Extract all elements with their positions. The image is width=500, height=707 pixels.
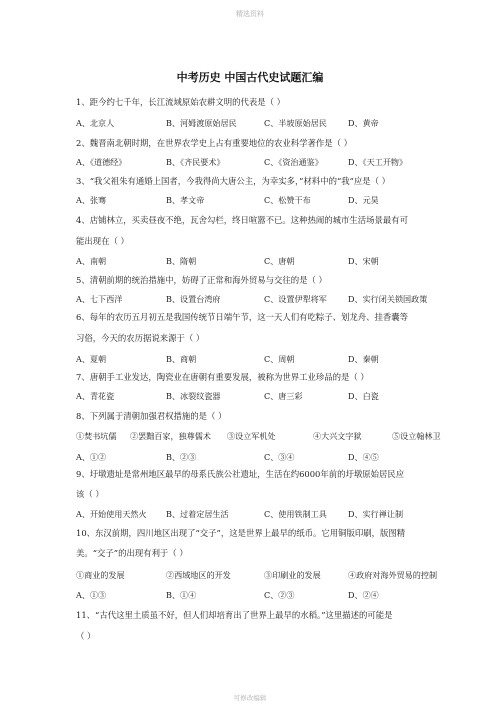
question-text-line: 9、圩墩遗址是常州地区最早的母系氏族公社遗址，生活在约6000年前的圩墩原始居民应 xyxy=(76,469,405,479)
question-text-line: 10、东汉前期，四川地区出现了“交子”，这是世界上最早的纸币。它用铜版印刷，版图精 xyxy=(76,528,406,538)
answer-option: B、《齐民要术》 xyxy=(166,157,225,167)
answer-option: A、开始使用天然火 xyxy=(76,509,147,519)
question-text-line: 6、每年的农历五月初五是我国传统节日端午节，这一天人们有吃粽子、划龙舟、挂香囊等 xyxy=(76,312,408,322)
answer-option: D、宋朝 xyxy=(348,256,379,266)
answer-option: C、《资治通鉴》 xyxy=(264,157,323,167)
answer-option: D、秦朝 xyxy=(348,354,379,364)
answer-option: D、实行禅让制 xyxy=(348,509,404,519)
answer-option: B、①④ xyxy=(166,590,197,600)
answer-option: B、②③ xyxy=(166,452,197,462)
answer-option: ⑤设立翰林卫 xyxy=(392,431,441,441)
question-text-line: 2、魏晋南北朝时期，在世界农学史上占有重要地位的农业科学著作是（ ） xyxy=(76,138,352,148)
question-text-line: 3、“我父祖朱有通婚上国者，今我得尚大唐公主，为幸实多，”材料中的“我”应是（ ） xyxy=(76,176,391,186)
answer-option: A、①③ xyxy=(76,590,107,600)
question-text-line: 11、“古代这里土质虽不好，但人们却培育出了世界上最早的水稻。”这里描述的可能是 xyxy=(76,610,393,620)
answer-option: B、冰裂纹瓷器 xyxy=(166,391,221,401)
answer-option: ①焚书坑儒 xyxy=(76,431,117,441)
question-text-line: 8、下列属于清朝加强君权措施的是（ ） xyxy=(76,411,227,421)
answer-option: ②西域地区的开发 xyxy=(166,570,231,580)
question-text-line: 4、店铺林立，买卖昼夜不绝，瓦舍勾栏，终日喧嚣不已。这种热闹的城市生活场景最有可 xyxy=(76,215,408,225)
answer-option: A、夏朝 xyxy=(76,354,107,364)
question-text-line: 1、距今约七千年，长江流域原始农耕文明的代表是（ ） xyxy=(76,97,285,107)
answer-option: ①商业的发展 xyxy=(76,570,125,580)
question-text-line: 习俗，今天的农历据说来源于（ ） xyxy=(76,333,205,343)
answer-option: B、设置台湾府 xyxy=(166,294,221,304)
answer-option: D、实行闭关锁国政策 xyxy=(348,294,428,304)
answer-option: B、孝文帝 xyxy=(166,195,205,205)
answer-option: D、白瓷 xyxy=(348,391,379,401)
answer-option: C、松赞干布 xyxy=(264,195,311,205)
answer-option: C、唐三彩 xyxy=(264,391,303,401)
answer-option: B、商朝 xyxy=(166,354,197,364)
answer-option: A、《道德经》 xyxy=(76,157,127,167)
answer-option: A、南朝 xyxy=(76,256,107,266)
answer-option: C、周朝 xyxy=(264,354,295,364)
answer-option: ③设立军机处 xyxy=(227,431,276,441)
answer-option: B、过着定居生活 xyxy=(166,509,229,519)
answer-option: ④政府对海外贸易的控制 xyxy=(348,570,438,580)
question-text-line: 该（ ） xyxy=(76,489,104,499)
question-text-line: 能出现在（ ） xyxy=(76,236,129,246)
answer-option: D、黄帝 xyxy=(348,118,379,128)
question-text-line: （ ） xyxy=(76,631,96,641)
answer-option: D、②④ xyxy=(348,590,379,600)
answer-option: C、唐朝 xyxy=(264,256,295,266)
page-header: 精选资料 xyxy=(236,10,264,18)
answer-option: D、④⑤ xyxy=(348,452,379,462)
answer-option: B、隋朝 xyxy=(166,256,197,266)
answer-option: A、北京人 xyxy=(76,118,115,128)
answer-option: A、青花瓷 xyxy=(76,391,115,401)
answer-option: ④大兴文字狱 xyxy=(313,431,362,441)
answer-option: D、《天工开物》 xyxy=(348,157,408,167)
answer-option: C、使用铁制工具 xyxy=(264,509,327,519)
page-title: 中考历史 中国古代史试题汇编 xyxy=(176,71,324,84)
page-footer: 可修改编辑 xyxy=(233,694,267,702)
answer-option: D、元昊 xyxy=(348,195,379,205)
answer-option: A、①② xyxy=(76,452,107,462)
question-text-line: 7、唐朝手工业发达，陶瓷业在唐朝有重要发展，被称为世界工业珍品的是（ ） xyxy=(76,372,369,382)
answer-option: C、半坡原始居民 xyxy=(264,118,327,128)
answer-option: A、张骞 xyxy=(76,195,107,205)
question-text-line: 5、清朝前期的统治措施中，妨碍了正常和海外贸易与交往的是（ ） xyxy=(76,275,327,285)
answer-option: ②罢黜百家，独尊儒术 xyxy=(130,431,211,441)
answer-option: A、七下西洋 xyxy=(76,294,123,304)
question-text-line: 美。“交子”的出现有利于（ ） xyxy=(76,548,188,558)
answer-option: C、③④ xyxy=(264,452,295,462)
answer-option: ③印刷业的发展 xyxy=(264,570,321,580)
answer-option: C、②③ xyxy=(264,590,295,600)
answer-option: B、河姆渡原始居民 xyxy=(166,118,237,128)
answer-option: C、设置伊犁将军 xyxy=(264,294,327,304)
